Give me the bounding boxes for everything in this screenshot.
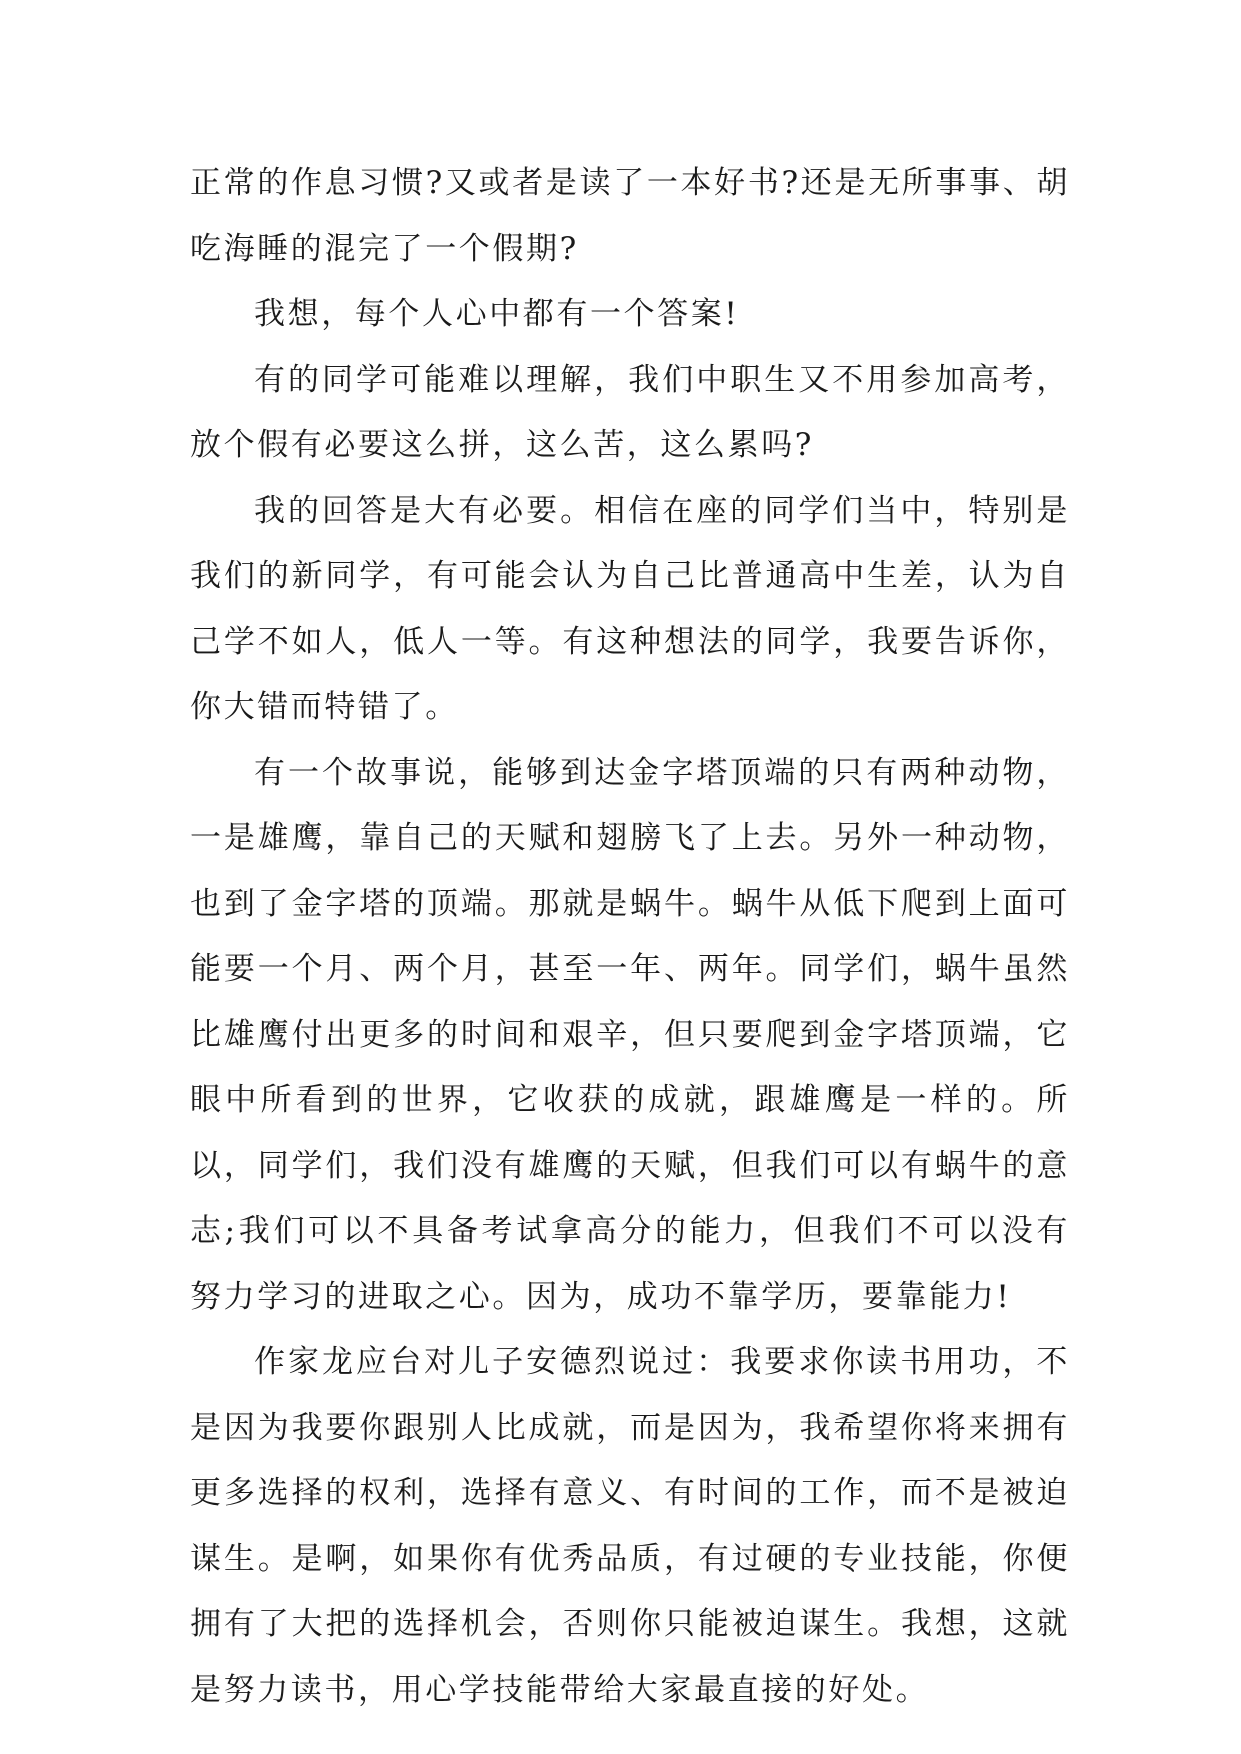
paragraph: 作家龙应台对儿子安德烈说过：我要求你读书用功，不是因为我要你跟别人比成就，而是因为，我希望你将来拥有更多选择的权利，选择有意义、有时间的工作，而不是被迫谋生。是啊，如果你有优秀品质，有过硬的专业技能，你便拥有了大把的选择机会，否则你只能被迫谋生。我想，这就是努力读书，用心学技能带给大家最直接的好处。 xyxy=(190,1344,1070,1708)
paragraph: 有一个故事说，能够到达金字塔顶端的只有两种动物，一是雄鹰，靠自己的天赋和翅膀飞了上去。另外一种动物，也到了金字塔的顶端。那就是蜗牛。蜗牛从低下爬到上面可能要一个月、两个月，甚至一年、两年。同学们，蜗牛虽然比雄鹰付出更多的时间和艰辛，但只要爬到金字塔顶端，它眼中所看到的世界，它收获的成就，跟雄鹰是一样的。所以，同学们，我们没有雄鹰的天赋，但我们可以有蜗牛的意志;我们可以不具备考试拿高分的能力，但我们不可以没有努力学习的进取之心。因为，成功不靠学历，要靠能力! xyxy=(190,754,1070,1315)
paragraph-continuation: 正常的作息习惯?又或者是读了一本好书?还是无所事事、胡吃海睡的混完了一个假期? xyxy=(190,165,1070,267)
paragraph: 我的回答是大有必要。相信在座的同学们当中，特别是我们的新同学，有可能会认为自己比普通高中生差，认为自己学不如人，低人一等。有这种想法的同学，我要告诉你，你大错而特错了。 xyxy=(190,492,1070,725)
paragraph: 我想，每个人心中都有一个答案! xyxy=(254,296,740,332)
document-body xyxy=(190,151,1070,1723)
paragraph: 有的同学可能难以理解，我们中职生又不用参加高考，放个假有必要这么拼，这么苦，这么累吗? xyxy=(190,361,1070,463)
